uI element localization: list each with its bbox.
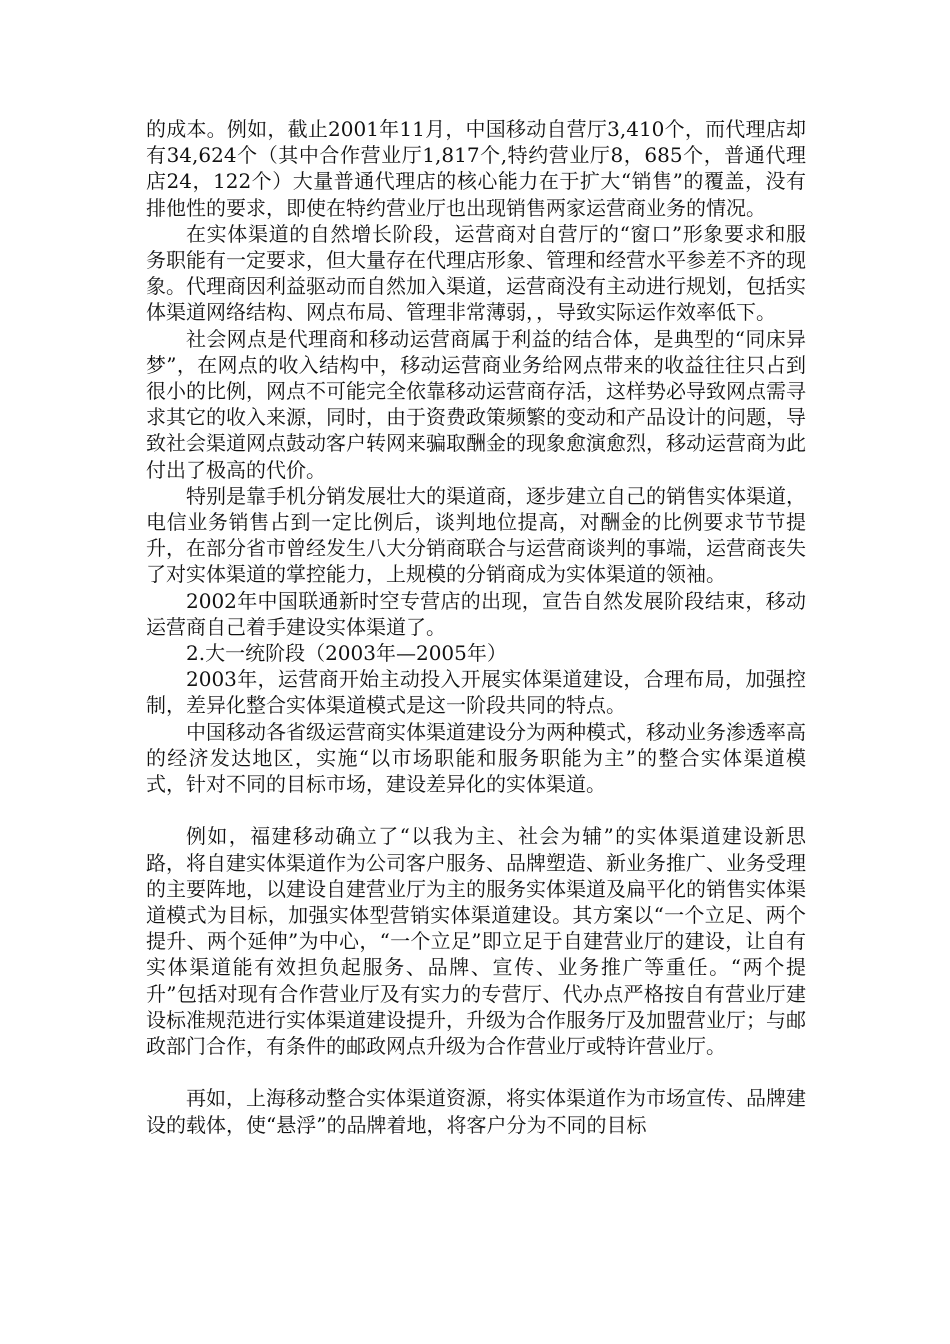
paragraph-8: 例如，福建移动确立了“以我为主、社会为辅”的实体渠道建设新思路，将自建实体渠道作为公司客户服务、品牌塑造、新业务推广、业务受理的主要阵地，以建设自建营业厅为主的服务实体渠道及扁平化的销售实体渠道模式为目标，加强实体型营销实体渠道建设。其方案以“一个立足、两个提升、两个延伸”为中心，“一个立足”即立足于自建营业厅的建设，让自有实体渠道能有效担负起服务、品牌、宣传、业务推广等重任。“两个提升”包括对现有合作营业厅及有实力的专营厅、代办点严格按自有营业厅建设标准规范进行实体渠道建设提升，升级为合作服务厅及加盟营业厅；与邮政部门合作，有条件的邮政网点升级为合作营业厅或特许营业厅。 [146, 824, 806, 1059]
paragraph-9: 再如，上海移动整合实体渠道资源，将实体渠道作为市场宣传、品牌建设的载体，使“悬浮”的品牌着地，将客户分为不同的目标 [146, 1086, 806, 1137]
document-page [146, 116, 806, 1138]
paragraph-7: 中国移动各省级运营商实体渠道建设分为两种模式，移动业务渗透率高的经济发达地区，实施“以市场职能和服务职能为主”的整合实体渠道模式，针对不同的目标市场，建设差异化的实体渠道。 [146, 719, 806, 797]
paragraph-1: 的成本。例如，截止2001年11月，中国移动自营厅3,410个，而代理店却有34,624个（其中合作营业厅1,817个,特约营业厅8，685个，普通代理店24，122个）大量普通代理店的核心能力在于扩大“销售”的覆盖，没有排他性的要求，即使在特约营业厅也出现销售两家运营商业务的情况。 [146, 117, 806, 220]
paragraph-6: 2003年，运营商开始主动投入开展实体渠道建设，合理布局，加强控制，差异化整合实体渠道模式是这一阶段共同的特点。 [146, 667, 806, 718]
paragraph-3: 社会网点是代理商和移动运营商属于利益的结合体，是典型的“同床异梦”，在网点的收入结构中，移动运营商业务给网点带来的收益往往只占到很小的比例，网点不可能完全依靠移动运营商存活，这样势必导致网点需寻求其它的收入来源，同时，由于资费政策频繁的变动和产品设计的问题，导致社会渠道网点鼓动客户转网来骗取酬金的现象愈演愈烈，移动运营商为此付出了极高的代价。 [146, 326, 806, 482]
paragraph-5: 2002年中国联通新时空专营店的出现，宣告自然发展阶段结束，移动运营商自己着手建设实体渠道了。 [146, 588, 806, 639]
paragraph-2: 在实体渠道的自然增长阶段，运营商对自营厅的“窗口”形象要求和服务职能有一定要求，但大量存在代理店形象、管理和经营水平参差不齐的现象。代理商因利益驱动而自然加入渠道，运营商没有主动进行规划，包括实体渠道网络结构、网点布局、管理非常薄弱，，导致实际运作效率低下。 [146, 221, 806, 325]
section-heading: 2.大一统阶段（2003年—2005年） [186, 641, 507, 666]
paragraph-4: 特别是靠手机分销发展壮大的渠道商，逐步建立自己的销售实体渠道，电信业务销售占到一定比例后，谈判地位提高，对酬金的比例要求节节提升，在部分省市曾经发生八大分销商联合与运营商谈判的事端，运营商丧失了对实体渠道的掌控能力，上规模的分销商成为实体渠道的领袖。 [146, 483, 806, 587]
